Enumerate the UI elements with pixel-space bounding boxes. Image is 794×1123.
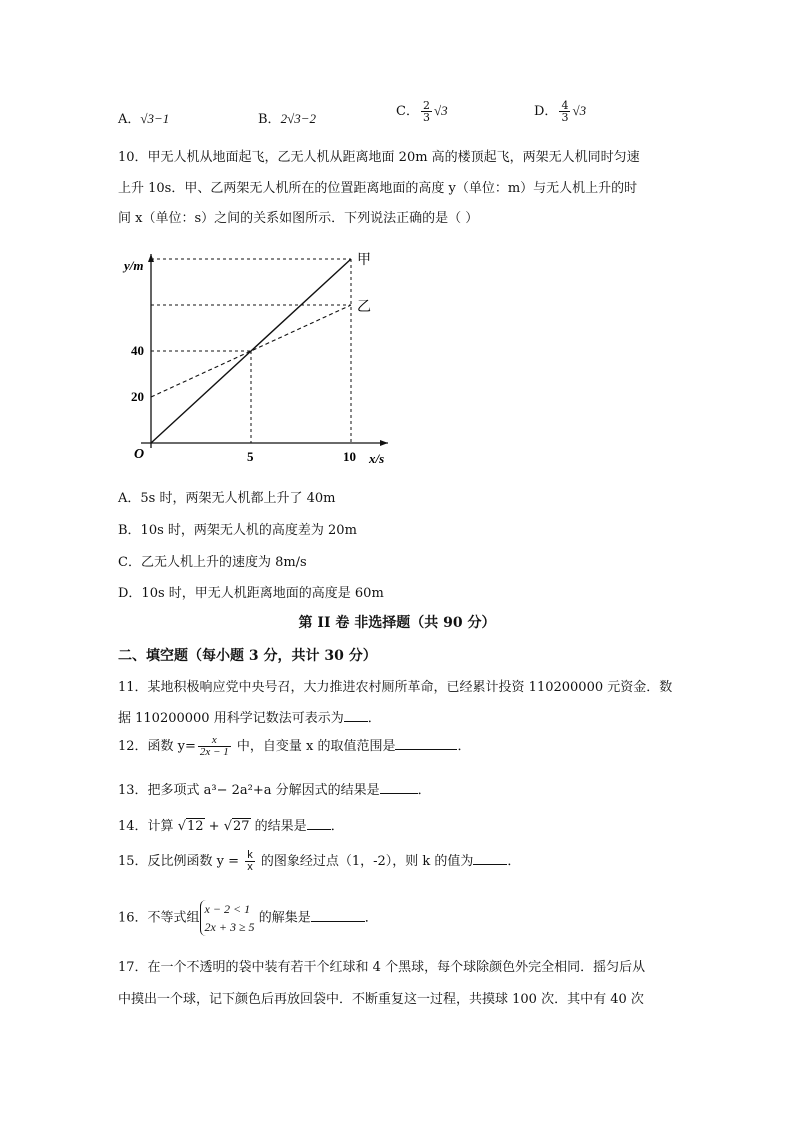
q9-c-label: C． xyxy=(396,104,419,119)
q12-pre: 12．函数 y= xyxy=(118,739,196,754)
q16-pre: 16．不等式组 xyxy=(118,910,200,926)
q15-answer-blank[interactable] xyxy=(473,852,507,865)
q9-a-value: √3−1 xyxy=(140,111,170,126)
q14-answer-blank[interactable] xyxy=(307,817,331,830)
q15-end: ． xyxy=(507,854,521,869)
q17-line-2: 中摸出一个球，记下颜色后再放回袋中．不断重复这一过程，共摸球 100 次．其中有 40 次 xyxy=(118,992,644,1007)
q14-plus: + xyxy=(204,819,224,834)
q16-end: ． xyxy=(364,910,378,926)
q15-fraction xyxy=(245,850,255,873)
q9-d-den: 3 xyxy=(561,111,569,124)
q10-chart xyxy=(116,248,406,473)
origin-label: O xyxy=(134,447,145,462)
x-tick-5: 5 xyxy=(247,449,254,464)
q16-inequality-1: x − 2 < 1 xyxy=(204,902,251,916)
x-axis-arrow xyxy=(380,440,388,446)
q10-line-2: 上升 10s．甲、乙两架无人机所在的位置距离地面的高度 y（单位：m）与无人机上升的时 xyxy=(118,181,638,196)
q9-d-fraction xyxy=(559,100,570,123)
q14-post: 的结果是 xyxy=(250,819,307,834)
q16 xyxy=(118,900,378,936)
q11-line-2 xyxy=(118,707,381,726)
q15-pre: 15．反比例函数 y = xyxy=(118,854,244,869)
q12-den: 2x − 1 xyxy=(199,746,229,758)
series-jia-label: 甲 xyxy=(357,253,371,268)
q12-fraction xyxy=(198,735,231,758)
q13-answer-blank[interactable] xyxy=(380,781,418,794)
y-axis-arrow xyxy=(148,254,154,262)
q9-d-root: √3 xyxy=(572,103,587,118)
section-heading: 二、填空题（每小题 3 分，共计 30 分） xyxy=(118,648,377,664)
q10-option-c: C．乙无人机上升的速度为 8m/s xyxy=(118,555,307,570)
q11-end: ． xyxy=(367,711,381,726)
q12-post: 中，自变量 x 的取值范围是 xyxy=(232,739,396,754)
q12-answer-blank[interactable] xyxy=(395,737,457,750)
q16-inequality-system xyxy=(200,900,255,936)
q9-c-root: √3 xyxy=(433,103,448,118)
q9-b-label: B． xyxy=(258,112,281,127)
q16-answer-blank[interactable] xyxy=(311,909,365,922)
q14-radicand-1: 12 xyxy=(186,819,204,834)
q14-radicand-2: 27 xyxy=(233,819,250,834)
q16-inequality-2: 2x + 3 ≥ 5 xyxy=(204,920,255,934)
q12-end: ． xyxy=(457,739,471,754)
q14-pre: 14．计算 xyxy=(118,819,178,834)
q11-line-1: 11．某地积极响应党中央号召，大力推进农村厕所革命，已经累计投资 110200000 元资金．数 xyxy=(118,680,673,695)
q14-sqrt-sign-2: √ xyxy=(223,819,232,834)
q15 xyxy=(118,850,520,873)
q10-option-a: A．5s 时，两架无人机都上升了 40m xyxy=(118,491,336,506)
q9-c-fraction xyxy=(421,100,432,123)
q10-option-d: D．10s 时，甲无人机距离地面的高度是 60m xyxy=(118,586,384,601)
q9-a-label: A． xyxy=(118,112,141,127)
q13-end: ． xyxy=(417,783,431,798)
q10-line-3: 间 x（单位：s）之间的关系如图所示．下列说法正确的是（ ） xyxy=(118,211,479,226)
q9-c-num: 2 xyxy=(422,99,430,112)
q10-line-1: 10．甲无人机从地面起飞，乙无人机从距离地面 20m 高的楼顶起飞，两架无人机同时匀速 xyxy=(118,150,640,165)
q9-option-b xyxy=(258,108,316,127)
q12 xyxy=(118,735,470,758)
q15-den: x xyxy=(247,861,253,873)
q9-option-c xyxy=(396,100,448,123)
q9-option-d xyxy=(534,100,586,123)
y-tick-40: 40 xyxy=(131,343,144,358)
q14 xyxy=(118,815,344,834)
q9-d-num: 4 xyxy=(561,99,569,112)
q14-end: ． xyxy=(330,819,344,834)
x-axis-label: x/s xyxy=(369,451,385,466)
q15-post: 的图象经过点（1，-2），则 k 的值为 xyxy=(256,854,474,869)
q9-b-value: 2√3−2 xyxy=(280,111,316,126)
q15-num: k xyxy=(247,849,253,861)
y-tick-20: 20 xyxy=(131,389,144,404)
y-axis-label: y/m xyxy=(124,258,144,273)
q10-option-b: B．10s 时，两架无人机的高度差为 20m xyxy=(118,523,357,538)
q9-options xyxy=(118,99,678,130)
x-tick-10: 10 xyxy=(343,449,356,464)
q17-line-1: 17．在一个不透明的袋中装有若干个红球和 4 个黑球，每个球除颜色外完全相同．摇匀后从 xyxy=(118,960,646,975)
q9-c-den: 3 xyxy=(422,111,430,124)
q13-text: 13．把多项式 a³− 2a²+a 分解因式的结果是 xyxy=(118,783,380,798)
q12-num: x xyxy=(198,735,231,747)
q9-option-a xyxy=(118,108,169,127)
q11-text: 据 110200000 用科学记数法可表示为 xyxy=(118,711,344,726)
q9-d-label: D． xyxy=(534,104,558,119)
series-yi-label: 乙 xyxy=(357,300,371,315)
q11-answer-blank[interactable] xyxy=(344,709,368,722)
q14-sqrt-sign-1: √ xyxy=(177,819,186,834)
q13 xyxy=(118,779,431,798)
part-title: 第 II 卷 非选择题（共 90 分） xyxy=(298,615,496,631)
q16-post: 的解集是 xyxy=(254,910,311,926)
